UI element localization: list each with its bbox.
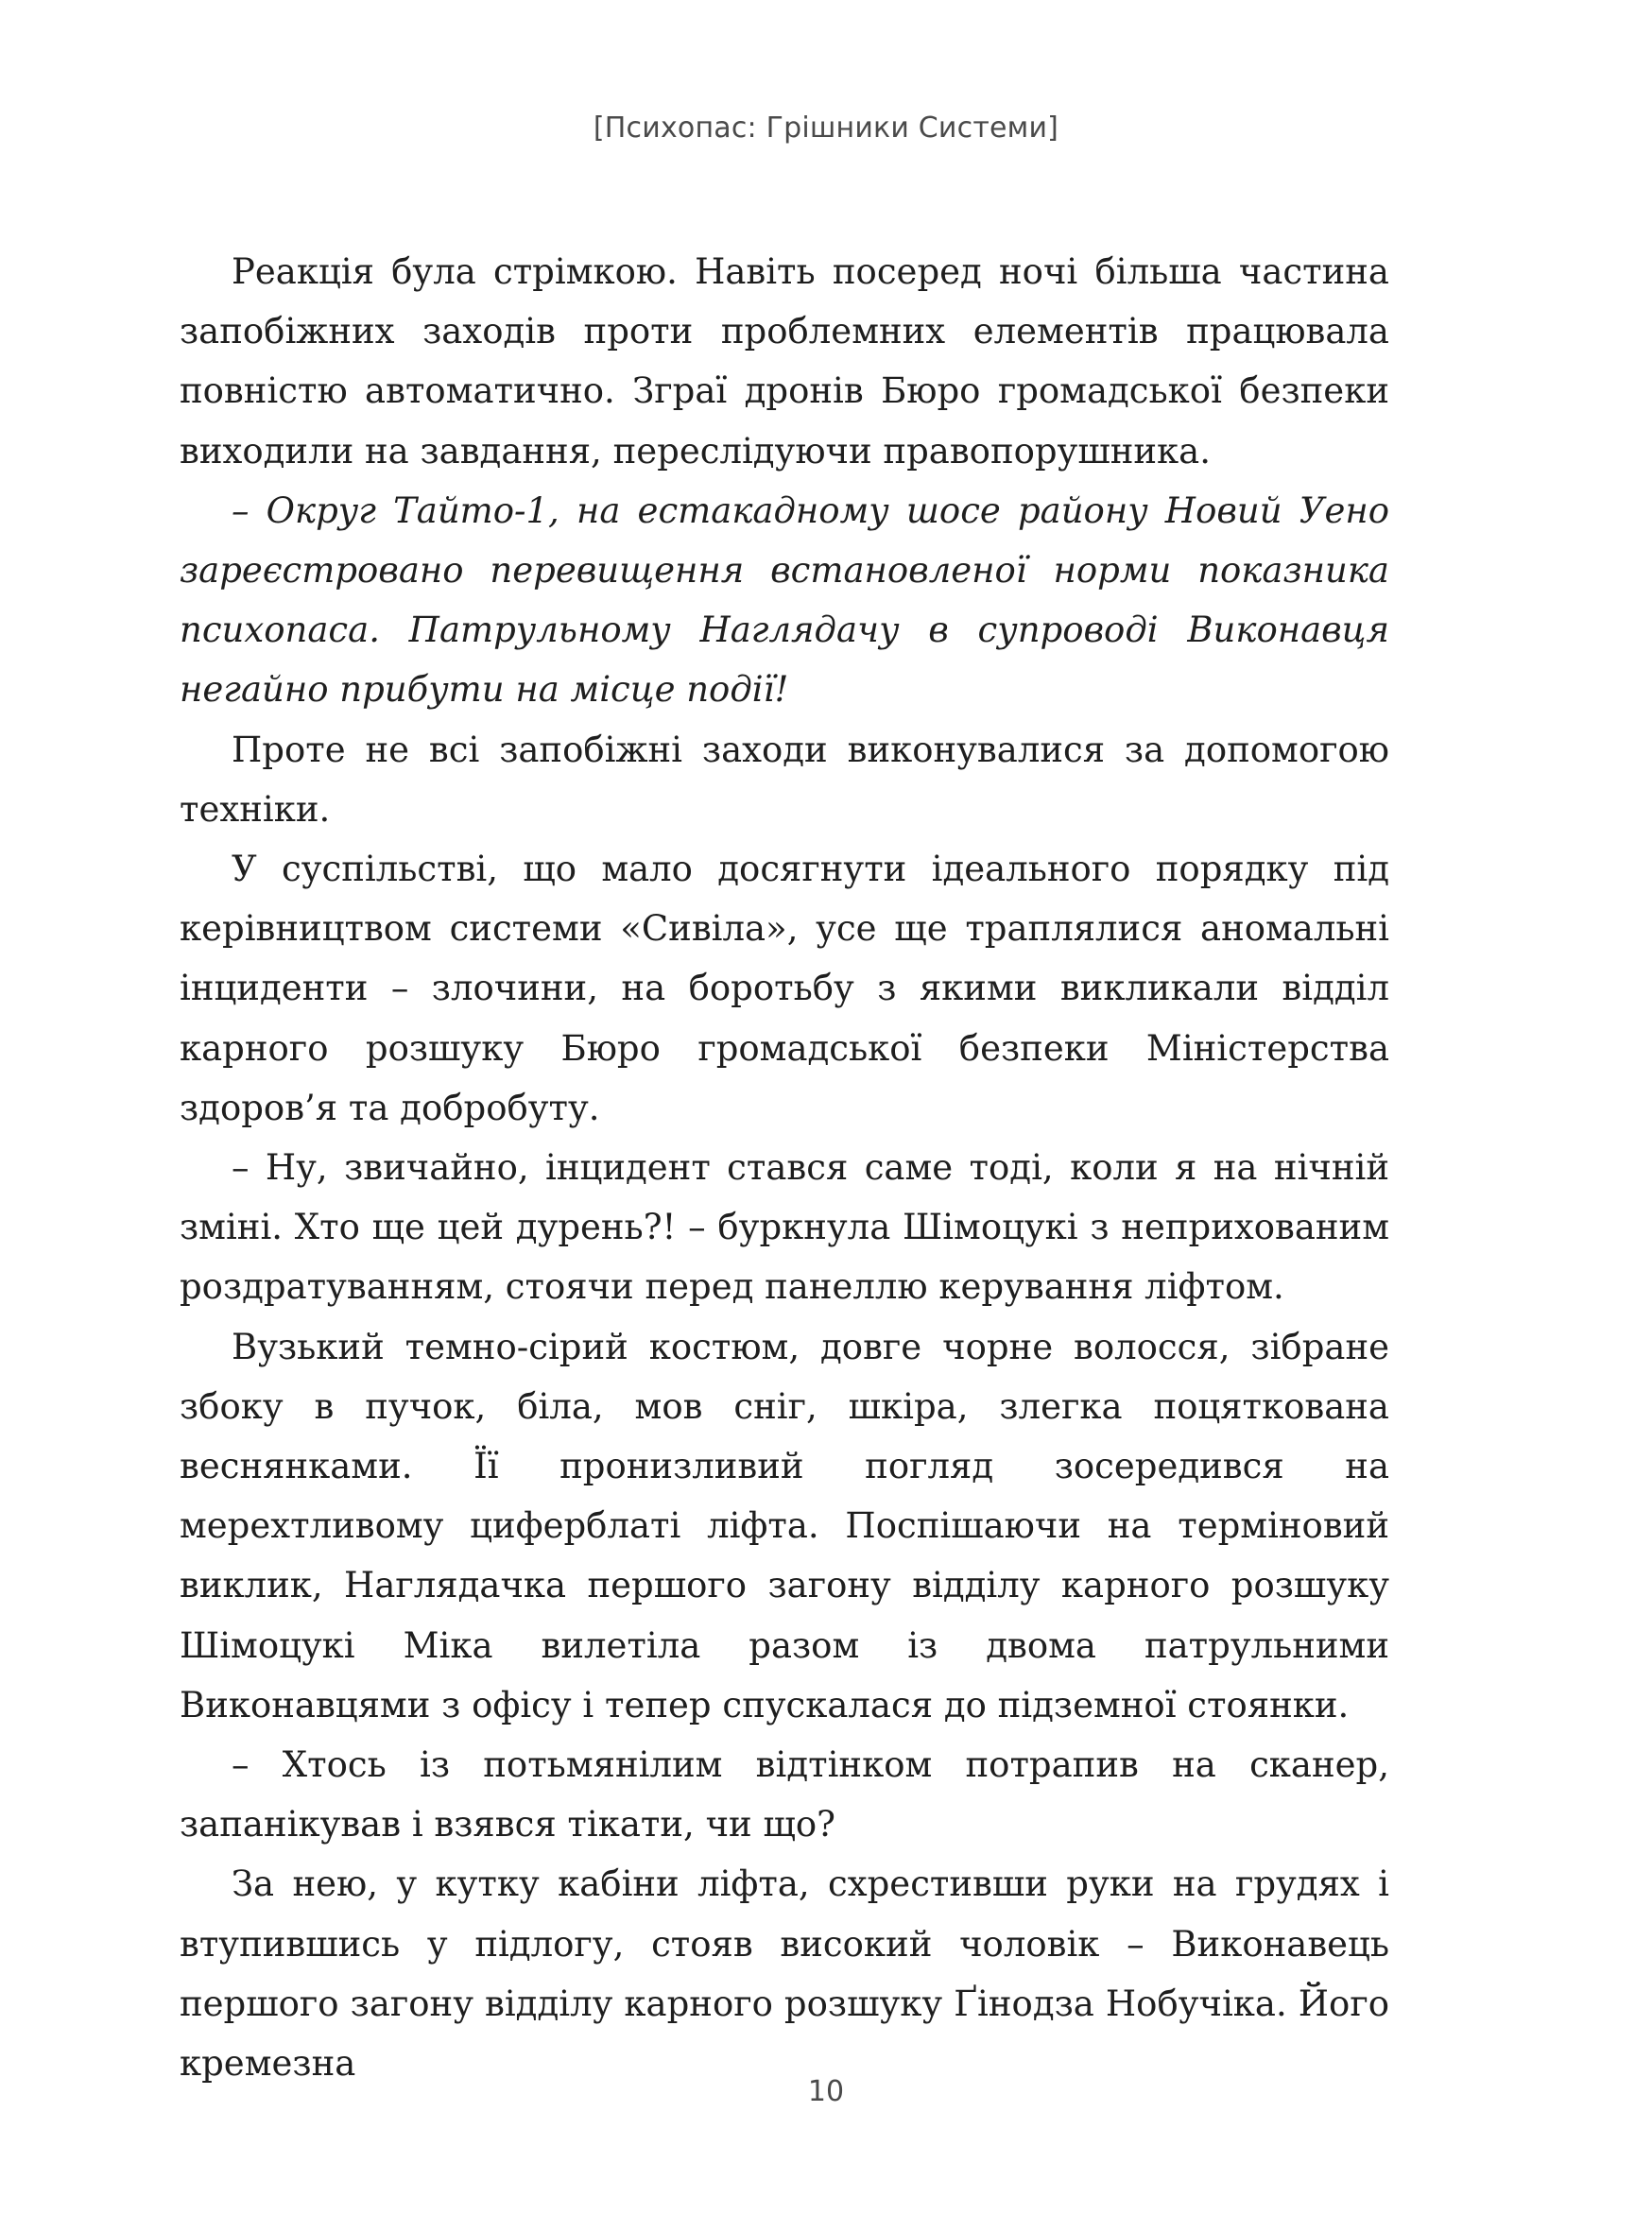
page-number: 10 bbox=[807, 2075, 845, 2108]
paragraph: Реакція була стрімкою. Навіть посеред ночі більша частина запобіжних заходів проти проблемних елементів працювала повністю автоматично. Зграї дронів Бюро громадської безпеки виходили на завдання, переслідуючи правопорушника. bbox=[180, 251, 1389, 472]
paragraph: Проте не всі запобіжні заходи виконувалися за допомогою техніки. bbox=[180, 729, 1389, 830]
paragraph: – Хтось із потьмянілим відтінком потрапив на сканер, запанікував і взявся тікати, чи що? bbox=[180, 1744, 1389, 1846]
paragraph-italic-announcement: – Округ Тайто-1, на естакадному шосе району Новий Уено зареєстровано перевищення встановленої норми показника психопаса. Патрульному Наглядачу в супроводі Виконавця негайно прибути на місце події! bbox=[180, 489, 1389, 711]
paragraph: У суспільстві, що мало досягнути ідеального порядку під керівництвом системи «Сивіла», усе ще траплялися аномальні інциденти – злочини, на боротьбу з якими викликали відділ карного розшуку Бюро громадської безпеки Міністерства здоров’я та добробуту. bbox=[180, 849, 1389, 1128]
running-header: [Психопас: Грішники Системи] bbox=[593, 112, 1059, 145]
paragraph: – Ну, звичайно, інцидент стався саме тоді, коли я на нічній зміні. Хто ще цей дурень?! – буркнула Шімоцукі з неприхованим роздратуванням, стоячи перед панеллю керування ліфтом. bbox=[180, 1147, 1389, 1308]
body-text bbox=[180, 242, 1389, 2093]
paragraph-last: За нею, у кутку кабіни ліфта, схрестивши руки на грудях і втупившись у підлогу, стояв високий чоловік – Виконавець першого загону відділу карного розшуку Ґінодза Нобучіка. Його кремезна bbox=[180, 1863, 1389, 2085]
paragraph: Вузький темно-сірий костюм, довге чорне волосся, зібране збоку в пучок, біла, мов сніг, шкіра, злегка поцяткована веснянками. Її пронизливий погляд зосередився на мерехтливому циферблаті ліфта. Поспішаючи на терміновий виклик, Наглядачка першого загону відділу карного розшуку Шімоцукі Міка вилетіла разом із двома патрульними Виконавцями з офісу і тепер спускалася до підземної стоянки. bbox=[180, 1326, 1389, 1726]
